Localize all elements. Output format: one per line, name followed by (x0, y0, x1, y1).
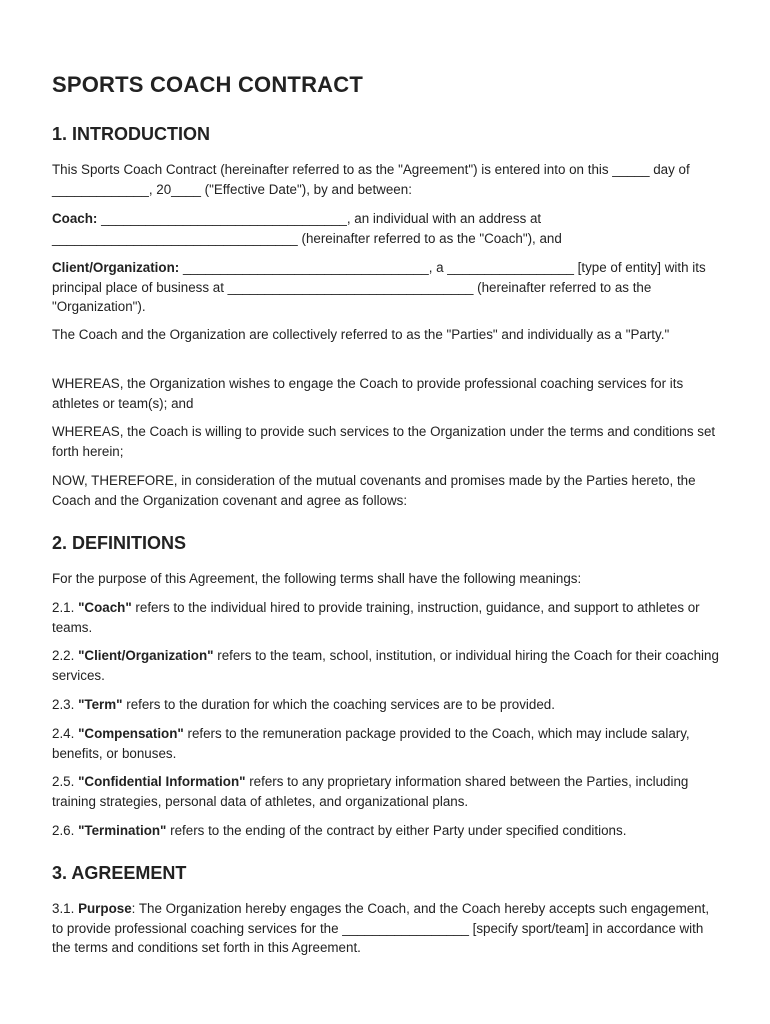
purpose-number: 3.1. (52, 901, 79, 916)
definition-text: refers to the ending of the contract by either Party under specified conditions. (166, 823, 627, 838)
client-party-text: _________________________________, a _________________ [type of entity] with its principal place of business at _________________________________ (hereinafter referred to as the "Organization"). (52, 260, 706, 315)
definitions-intro: For the purpose of this Agreement, the following terms shall have the following meanings: (52, 571, 582, 586)
client-label: Client/Organization: (52, 260, 180, 275)
definition-item (52, 724, 722, 763)
definition-number: 2.1. (52, 600, 79, 615)
client-party-paragraph (52, 258, 722, 317)
definition-term: "Term" (78, 697, 123, 712)
definition-item (52, 646, 722, 685)
definition-item (52, 772, 722, 811)
definition-term: "Compensation" (78, 726, 184, 741)
definition-text: refers to any proprietary information shared between the Parties, including training strategies, personal data of athletes, and organizational plans. (52, 774, 689, 809)
purpose-paragraph (52, 899, 722, 958)
purpose-term: Purpose (78, 901, 132, 916)
definition-number: 2.5. (52, 774, 79, 789)
definition-term: "Termination" (78, 823, 167, 838)
definition-text: refers to the individual hired to provide training, instruction, guidance, and support to athletes or teams. (52, 600, 700, 635)
intro-paragraph: This Sports Coach Contract (hereinafter referred to as the "Agreement") is entered into on this _____ day of _____________, 20____ ("Effective Date"), by and between: (52, 162, 690, 197)
document-title: SPORTS COACH CONTRACT (52, 72, 363, 97)
definition-text: refers to the duration for which the coaching services are to be provided. (122, 697, 555, 712)
section-heading-definitions: 2. DEFINITIONS (52, 533, 187, 553)
whereas-paragraph-2: WHEREAS, the Coach is willing to provide such services to the Organization under the terms and conditions set forth herein; (52, 424, 716, 459)
definition-item (52, 821, 722, 841)
definition-text: refers to the remuneration package provided to the Coach, which may include salary, benefits, or bonuses. (52, 726, 690, 761)
definition-number: 2.3. (52, 697, 79, 712)
definition-number: 2.2. (52, 648, 79, 663)
definition-number: 2.6. (52, 823, 79, 838)
coach-label: Coach: (52, 211, 98, 226)
definition-term: "Client/Organization" (78, 648, 214, 663)
coach-party-paragraph (52, 209, 722, 248)
section-heading-agreement: 3. AGREEMENT (52, 863, 187, 883)
definition-text: refers to the team, school, institution, or individual hiring the Coach for their coaching services. (52, 648, 719, 683)
coach-party-text: _________________________________, an individual with an address at _________________________________ (hereinafter referred to as the "Coach"), and (52, 211, 562, 246)
parties-paragraph: The Coach and the Organization are collectively referred to as the "Parties" and individually as a "Party." (52, 327, 670, 342)
purpose-text: : The Organization hereby engages the Coach, and the Coach hereby accepts such engagement, to provide professional coaching services for the _________________ [specify sport/team] in accordance with the terms and conditions set forth in this Agreement. (52, 901, 710, 956)
definition-item (52, 598, 722, 637)
now-therefore-paragraph: NOW, THEREFORE, in consideration of the mutual covenants and promises made by the Parties hereto, the Coach and the Organization covenant and agree as follows: (52, 473, 696, 508)
definition-item (52, 695, 722, 715)
definition-number: 2.4. (52, 726, 79, 741)
section-heading-introduction: 1. INTRODUCTION (52, 124, 211, 144)
definition-term: "Confidential Information" (78, 774, 246, 789)
definition-term: "Coach" (78, 600, 132, 615)
whereas-paragraph-1: WHEREAS, the Organization wishes to engage the Coach to provide professional coaching services for its athletes or team(s); and (52, 376, 684, 411)
